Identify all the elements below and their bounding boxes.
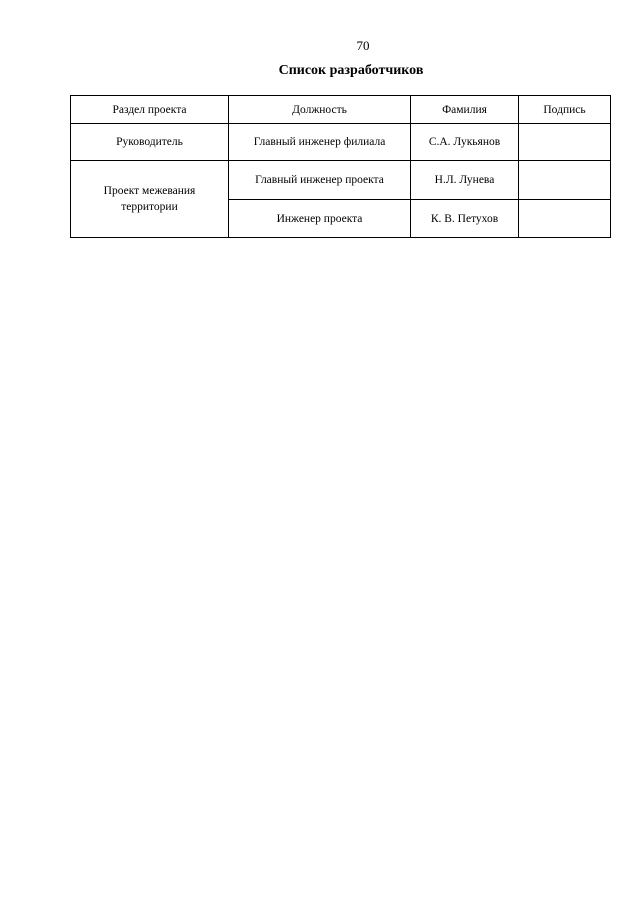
header-surname: Фамилия bbox=[411, 96, 519, 124]
cell-position: Главный инженер проекта bbox=[229, 161, 411, 200]
header-position: Должность bbox=[229, 96, 411, 124]
header-signature: Подпись bbox=[519, 96, 611, 124]
cell-section: Руководитель bbox=[71, 124, 229, 161]
table-row bbox=[71, 124, 611, 161]
cell-surname: Н.Л. Лунева bbox=[411, 161, 519, 200]
page-number: 70 bbox=[356, 38, 370, 53]
table-row bbox=[71, 161, 611, 200]
cell-signature bbox=[519, 161, 611, 200]
cell-signature bbox=[519, 124, 611, 161]
cell-position: Инженер проекта bbox=[229, 200, 411, 238]
developers-table bbox=[70, 95, 611, 238]
cell-surname: С.А. Лукьянов bbox=[411, 124, 519, 161]
cell-signature bbox=[519, 200, 611, 238]
table-header-row bbox=[71, 96, 611, 124]
document-title: Список разработчиков bbox=[278, 63, 424, 78]
cell-position: Главный инженер филиала bbox=[229, 124, 411, 161]
cell-section: Проект межевания территории bbox=[71, 161, 229, 238]
cell-surname: К. В. Петухов bbox=[411, 200, 519, 238]
header-section: Раздел проекта bbox=[71, 96, 229, 124]
